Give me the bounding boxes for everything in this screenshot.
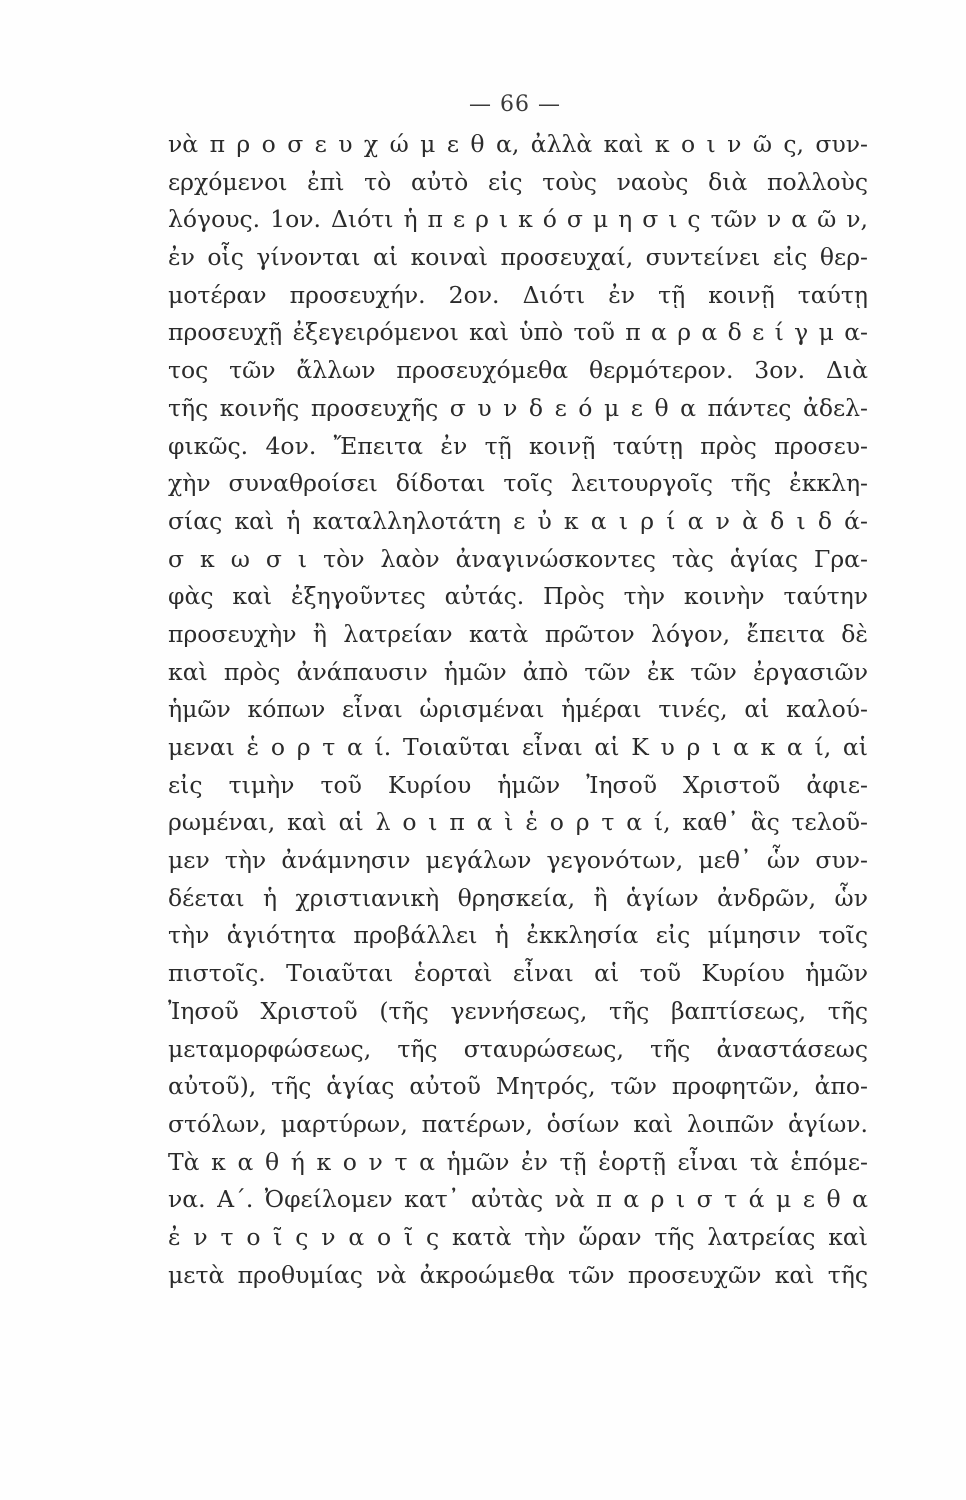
text-line: ερχόμενοι ἐπὶ τὸ αὐτὸ εἰς τοὺς ναοὺς διὰ πολλοὺς [168,167,868,196]
text-line: να. Α΄. Ὀφείλομεν κατ᾽ αὐτὰς νὰ π α ρ ι σ τ ά μ ε θ α [168,1185,868,1214]
text-line: πιστοῖς. Τοιαῦται ἑορταὶ εἶναι αἱ τοῦ Κυρίου ἡμῶν [168,959,868,988]
text-line: σ κ ω σ ι τὸν λαὸν ἀναγινώσκοντες τὰς ἁγίας Γρα- [168,544,868,573]
text-line: ἐ ν τ ο ῖ ς ν α ο ῖ ς κατὰ τὴν ὥραν τῆς λατρείας καὶ [168,1222,868,1251]
text-line: ρωμέναι, καὶ αἱ λ ο ι π α ὶ ἑ ο ρ τ α ί, καθ᾽ ἃς τελοῦ- [168,808,868,837]
text-line: τῆς κοινῆς προσευχῆς σ υ ν δ ε ό μ ε θ α πάντες ἀδελ- [168,393,868,422]
text-line: νὰ π ρ ο σ ε υ χ ώ μ ε θ α, ἀλλὰ καὶ κ ο ι ν ῶ ς, συν- [168,130,868,158]
text-line: μεναι ἑ ο ρ τ α ί. Τοιαῦται εἶναι αἱ Κ υ ρ ι α κ α ί, αἱ [168,733,868,761]
text-line: αὐτοῦ), τῆς ἁγίας αὐτοῦ Μητρός, τῶν προφητῶν, ἀπο- [168,1072,868,1101]
text-line: μετὰ προθυμίας νὰ ἀκροώμεθα τῶν προσευχῶν καὶ τῆς [168,1260,868,1289]
text-line: προσευχῇ ἐξεγειρόμενοι καὶ ὑπὸ τοῦ π α ρ α δ ε ί γ μ α- [168,318,868,347]
text-line: καὶ πρὸς ἀνάπαυσιν ἡμῶν ἀπὸ τῶν ἐκ τῶν ἐργασιῶν [168,657,868,686]
body-text [168,126,868,1294]
text-line: Ἰησοῦ Χριστοῦ (τῆς γεννήσεως, τῆς βαπτίσεως, τῆς [168,996,868,1025]
text-line: ἐν οἷς γίνονται αἱ κοιναὶ προσευχαί, συντείνει εἰς θερ- [168,243,868,272]
text-line: φὰς καὶ ἐξηγοῦντες αὐτάς. Πρὸς τὴν κοινὴν ταύτην [168,582,868,611]
text-line: τὴν ἁγιότητα προβάλλει ἡ ἐκκλησία εἰς μίμησιν τοῖς [168,921,868,950]
text-line: ἡμῶν κόπων εἶναι ὡρισμέναι ἡμέραι τινές, αἱ καλού- [168,695,868,724]
text-line: εἰς τιμὴν τοῦ Κυρίου ἡμῶν Ἰησοῦ Χριστοῦ ἀφιε- [168,770,868,799]
text-line: τος τῶν ἄλλων προσευχόμεθα θερμότερον. 3ον. Διὰ [168,356,868,385]
text-line: προσευχὴν ἢ λατρείαν κατὰ πρῶτον λόγον, ἔπειτα δὲ [168,619,868,648]
text-line: μεταμορφώσεως, τῆς σταυρώσεως, τῆς ἀναστάσεως [168,1034,868,1063]
text-line: μοτέραν προσευχήν. 2ον. Διότι ἐν τῇ κοινῇ ταύτῃ [168,280,868,309]
text-line: χὴν συναθροίσει δίδοται τοῖς λειτουργοῖς τῆς ἐκκλη- [168,469,868,498]
text-line: φικῶς. 4ον. Ἔπειτα ἐν τῇ κοινῇ ταύτῃ πρὸς προσευ- [168,431,868,460]
text-line: λόγους. 1ον. Διότι ἡ π ε ρ ι κ ό σ μ η σ ι ς τῶν ν α ῶ ν, [168,205,868,234]
text-line: σίας καὶ ἡ καταλληλοτάτη ε ὐ κ α ι ρ ί α ν ὰ δ ι δ ά- [168,506,868,535]
text-line: Τὰ κ α θ ή κ ο ν τ α ἡμῶν ἐν τῇ ἑορτῇ εἶναι τὰ ἑπόμε- [168,1147,868,1176]
text-line: δέεται ἡ χριστιανικὴ θρησκεία, ἢ ἁγίων ἀνδρῶν, ὧν [168,883,868,912]
text-line: στόλων, μαρτύρων, πατέρων, ὁσίων καὶ λοιπῶν ἁγίων. [168,1109,868,1138]
text-line: μεν τὴν ἀνάμνησιν μεγάλων γεγονότων, μεθ᾽ ὧν συν- [168,846,868,875]
page-number: — 66 — [469,92,561,117]
